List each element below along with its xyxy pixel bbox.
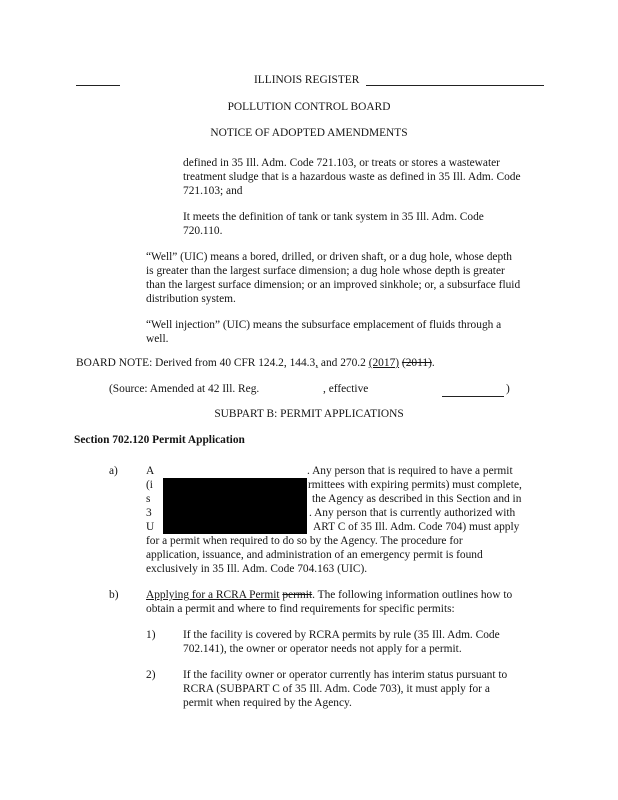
register-title: ILLINOIS REGISTER (254, 74, 360, 86)
item-a-label: a) (109, 465, 118, 477)
item-a-line-4-right: . Any person that is currently authorized with (309, 507, 516, 519)
section-heading: Section 702.120 Permit Application (74, 434, 245, 446)
sub-2-line-1: If the facility owner or operator currently has interim status pursuant to (183, 669, 508, 681)
subpart-heading: SUBPART B: PERMIT APPLICATIONS (214, 408, 404, 420)
well-injection-line-1: “Well injection” (UIC) means the subsurface emplacement of fluids through a (146, 319, 502, 331)
sub-2-line-2: RCRA (SUBPART C of 35 Ill. Adm. Code 703), it must apply for a (183, 683, 490, 695)
item-a-line-4-left: 3 (146, 507, 152, 519)
item-b-line-1-rest: . The following information outlines how to (312, 589, 513, 601)
board-note-year-new: (2017) (368, 357, 400, 369)
board-name: POLLUTION CONTROL BOARD (227, 101, 391, 113)
sub-2-line-3: permit when required by the Agency. (183, 697, 352, 709)
source-blank-line (442, 396, 504, 397)
source-text: (Source: Amended at 42 Ill. Reg. (109, 383, 260, 395)
notice-title: NOTICE OF ADOPTED AMENDMENTS (210, 127, 408, 139)
item-a-line-1-right: . Any person that is required to have a permit (307, 465, 513, 477)
item-b-title-new: Applying for a RCRA Permit (146, 589, 280, 601)
cont-line-2: treatment sludge that is a hazardous waste as defined in 35 Ill. Adm. Code (183, 171, 521, 183)
board-note-mid: and 270.2 (318, 357, 369, 369)
header-rule-left (76, 85, 120, 86)
cont-line-3: 721.103; and (183, 185, 243, 197)
tank-line-2: 720.110. (183, 225, 223, 237)
item-b-line-2: obtain a permit and where to find requirements for specific permits: (146, 603, 455, 615)
item-a-line-8: exclusively in 35 Ill. Adm. Code 704.163 (UIC). (146, 563, 368, 575)
item-a-line-2-right: rmittees with expiring permits) must complete, (308, 479, 522, 491)
item-a-line-5-right: ART C of 35 Ill. Adm. Code 704) must apply (313, 521, 520, 533)
well-injection-line-2: well. (146, 333, 169, 345)
well-def-line-3: than the largest surface dimension; or an improved sinkhole; or, a subsurface fluid (146, 279, 521, 291)
well-def-line-4: distribution system. (146, 293, 236, 305)
item-a-line-5-left: U (146, 521, 155, 533)
item-a-line-1-left: A (146, 465, 155, 477)
item-b-label: b) (109, 589, 119, 601)
source-effective: , effective (323, 383, 369, 395)
board-note-end: . (431, 357, 435, 369)
header-rule-right (366, 85, 544, 86)
tank-line-1: It meets the definition of tank or tank system in 35 Ill. Adm. Code (183, 211, 484, 223)
well-def-line-2: is greater than the largest surface dimension; a dug hole whose depth is greater (146, 265, 505, 277)
board-note (76, 357, 435, 370)
well-def-line-1: “Well” (UIC) means a bored, drilled, or driven shaft, or a dug hole, whose depth (146, 251, 513, 263)
item-a-line-7: application, issuance, and administration of an emergency permit is found (146, 549, 483, 561)
item-a-line-3-left: s (146, 493, 151, 505)
sub-1-label: 1) (146, 629, 156, 641)
item-b-line-1 (146, 589, 512, 602)
sub-2-label: 2) (146, 669, 156, 681)
cont-line-1: defined in 35 Ill. Adm. Code 721.103, or treats or stores a wastewater (183, 157, 500, 169)
item-a-line-3-right: the Agency as described in this Section and in (312, 493, 522, 505)
board-note-prefix: BOARD NOTE: Derived from 40 CFR 124.2, 144.3 (76, 357, 316, 369)
board-note-year-old: (2011) (401, 357, 432, 369)
sub-1-line-1: If the facility is covered by RCRA permits by rule (35 Ill. Adm. Code (183, 629, 500, 641)
board-note-comma: , (315, 357, 319, 369)
redaction-block (163, 478, 307, 534)
item-a-line-6: for a permit when required to do so by the Agency. The procedure for (146, 535, 463, 547)
sub-1-line-2: 702.141), the owner or operator needs not apply for a permit. (183, 643, 462, 655)
item-a-line-2-left: (i (146, 479, 153, 491)
item-b-title-old: permit (282, 589, 313, 601)
source-close: ) (506, 383, 510, 395)
